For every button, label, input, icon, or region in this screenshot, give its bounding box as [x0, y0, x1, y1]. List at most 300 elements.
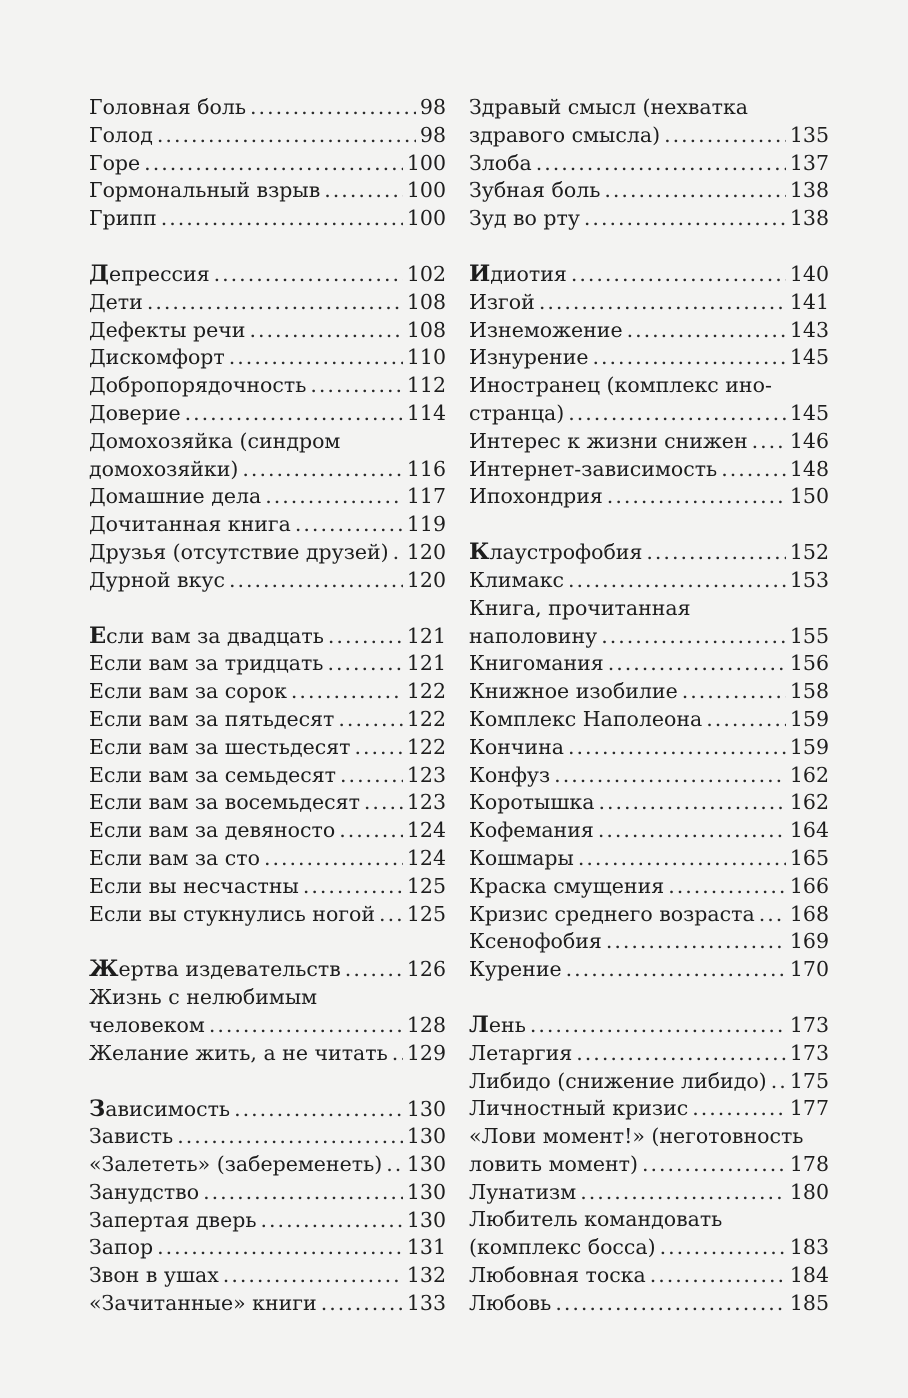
page-number: 124 — [406, 818, 446, 843]
index-entry-term: Летаргия — [469, 1040, 573, 1065]
page-number: 153 — [789, 567, 829, 592]
dot-leader — [593, 344, 786, 372]
page-number: 126 — [406, 957, 446, 982]
dot-leader — [604, 177, 785, 205]
index-entry — [469, 706, 829, 734]
page-number: 112 — [406, 373, 446, 398]
index-entry-term: Краска смущения — [469, 873, 665, 898]
index-entry — [469, 289, 829, 317]
index-entry-term: Если вам за семьдесят — [89, 762, 337, 787]
index-entry — [469, 873, 829, 901]
dot-leader — [539, 289, 786, 317]
dot-leader — [234, 1096, 403, 1124]
index-entry — [89, 150, 446, 178]
index-entry — [89, 261, 446, 289]
index-entry — [469, 177, 829, 205]
index-entry-term: Доверие — [89, 400, 181, 425]
index-entry — [89, 177, 446, 205]
index-entry — [469, 817, 829, 845]
index-entry — [469, 150, 829, 178]
section-gap — [469, 984, 829, 1012]
page-number: 125 — [406, 901, 446, 926]
index-entry — [89, 94, 446, 122]
dot-leader — [324, 177, 403, 205]
section-letter: К — [469, 539, 490, 566]
dot-leader — [321, 1290, 403, 1318]
index-entry — [89, 650, 446, 678]
page-number: 130 — [406, 1124, 446, 1149]
index-entry — [469, 94, 829, 150]
index-entry-term — [469, 1012, 526, 1040]
page-number: 148 — [789, 456, 829, 481]
index-entry-term: Если вам за тридцать — [89, 651, 324, 676]
page-number: 141 — [789, 289, 829, 314]
index-entry-term: Ксенофобия — [469, 929, 602, 954]
dot-leader — [261, 1207, 403, 1235]
index-entry — [89, 1179, 446, 1207]
index-entry — [89, 1290, 446, 1318]
page-number: 169 — [789, 929, 829, 954]
dot-leader — [364, 789, 403, 817]
index-entry-term: Либидо (снижение либидо) — [469, 1068, 767, 1093]
dot-leader — [627, 317, 786, 345]
index-entry — [469, 901, 829, 929]
section-letter: Ж — [89, 956, 119, 983]
page-number: 178 — [789, 1151, 829, 1176]
page-number: 170 — [789, 957, 829, 982]
page-number: 123 — [406, 790, 446, 815]
index-entry-term: Книжное изобилие — [469, 679, 678, 704]
index-entry-term-rest: ень — [488, 1012, 526, 1037]
index-entry — [469, 650, 829, 678]
dot-leader — [310, 372, 402, 400]
index-entry — [469, 1095, 829, 1123]
index-entry — [89, 483, 446, 511]
index-entry-term: Дочитанная книга — [89, 512, 291, 537]
index-entry — [469, 1179, 829, 1207]
page-number: 122 — [406, 679, 446, 704]
dot-leader — [386, 1151, 403, 1179]
index-entry-term: Головная боль — [89, 95, 247, 119]
index-entry-term: Кошмары — [469, 845, 574, 870]
dot-leader — [157, 1234, 403, 1262]
index-entry-term: человеком — [89, 1012, 205, 1037]
page-number: 184 — [789, 1263, 829, 1288]
index-entry-term: Запертая дверь — [89, 1207, 257, 1232]
index-entry-term: Если вам за пятьдесят — [89, 706, 335, 731]
section-gap — [89, 233, 446, 261]
page-number: 120 — [406, 567, 446, 592]
index-entry — [469, 678, 829, 706]
index-entry — [469, 1040, 829, 1068]
dot-leader — [338, 706, 402, 734]
index-column-right — [469, 94, 829, 1318]
index-entry-term: Кончина — [469, 734, 564, 759]
index-entry-term-rest: ертва издевательств — [118, 957, 341, 982]
dot-leader — [771, 1068, 786, 1096]
dot-leader — [530, 1012, 786, 1040]
index-entry-term: Дурной вкус — [89, 567, 225, 592]
dot-leader — [668, 873, 786, 901]
index-entry-term: Дискомфорт — [89, 345, 225, 370]
index-entry-text-line1: «Лови момент!» (неготовность — [469, 1124, 804, 1149]
page-number: 133 — [406, 1291, 446, 1316]
page-number: 155 — [789, 623, 829, 648]
page-number: 117 — [406, 484, 446, 509]
page-number: 124 — [406, 845, 446, 870]
index-entry — [89, 845, 446, 873]
index-entry-term-rest: епрессия — [109, 261, 210, 286]
dot-leader — [250, 94, 416, 122]
dot-leader — [203, 1179, 403, 1207]
index-entry-text-line1: Книга, прочитанная — [469, 595, 691, 620]
page-number: 125 — [406, 873, 446, 898]
index-entry — [89, 762, 446, 790]
index-entry — [89, 1096, 446, 1124]
dot-leader — [682, 678, 786, 706]
page-number: 146 — [789, 428, 829, 453]
index-entry — [469, 372, 829, 428]
index-entry-term: (комплекс босса) — [469, 1235, 656, 1260]
index-entry-term: Изгой — [469, 289, 535, 314]
index-entry-term: Любовная тоска — [469, 1263, 646, 1288]
dot-leader — [379, 901, 403, 929]
dot-leader — [721, 456, 786, 484]
dot-leader — [340, 762, 403, 790]
index-entry-text-line1: Здравый смысл (нехватка — [469, 95, 749, 119]
dot-leader — [571, 261, 786, 289]
dot-leader — [295, 511, 403, 539]
page-number: 122 — [406, 734, 446, 759]
dot-leader — [664, 122, 786, 150]
dot-leader — [177, 1123, 403, 1151]
index-entry — [89, 1151, 446, 1179]
dot-leader — [759, 901, 786, 929]
dot-leader — [646, 539, 785, 567]
index-entry — [89, 1207, 446, 1235]
index-entry-term: Зуд во рту — [469, 206, 580, 231]
page-number: 110 — [406, 345, 446, 370]
index-entry — [469, 956, 829, 984]
index-entry — [469, 734, 829, 762]
index-entry-term: Климакс — [469, 567, 565, 592]
index-entry — [89, 678, 446, 706]
index-entry-term: Комплекс Наполеона — [469, 706, 703, 731]
index-entry — [89, 400, 446, 428]
index-entry-term: странца) — [469, 400, 565, 425]
index-entry — [469, 1012, 829, 1040]
index-entry — [89, 317, 446, 345]
page-number: 164 — [789, 818, 829, 843]
index-entry-term — [469, 539, 642, 567]
index-entry-term: Злоба — [469, 150, 532, 175]
index-entry-term-rest: лаустрофобия — [489, 540, 643, 565]
dot-leader — [209, 1012, 403, 1040]
index-entry-term: Если вам за сорок — [89, 679, 287, 704]
page-number: 175 — [789, 1068, 829, 1093]
index-entry-term: Если вам за девяносто — [89, 818, 336, 843]
dot-leader — [229, 344, 403, 372]
index-entry — [89, 817, 446, 845]
index-entry-term — [89, 261, 210, 289]
page-number: 130 — [406, 1152, 446, 1177]
page-number: 121 — [406, 623, 446, 648]
index-entry — [89, 1262, 446, 1290]
page-number: 98 — [419, 95, 446, 119]
index-entry-text-line1: Иностранец (комплекс ино- — [469, 373, 772, 398]
index-entry-term: «Зачитанные» книги — [89, 1291, 317, 1316]
index-entry — [89, 901, 446, 929]
index-entry — [89, 873, 446, 901]
dot-leader — [339, 817, 403, 845]
index-entry — [469, 762, 829, 790]
page-number: 132 — [406, 1263, 446, 1288]
index-entry-term-rest: диотия — [490, 261, 567, 286]
dot-leader — [393, 539, 403, 567]
page-number: 173 — [789, 1012, 829, 1037]
index-entry-term: Если вам за сто — [89, 845, 260, 870]
page-number: 130 — [406, 1096, 446, 1121]
dot-leader — [264, 845, 403, 873]
index-entry — [89, 122, 446, 150]
index-entry-term: Кофемания — [469, 818, 594, 843]
index-entry — [89, 289, 446, 317]
index-entry — [469, 789, 829, 817]
page-number: 122 — [406, 706, 446, 731]
index-entry-term: Ипохондрия — [469, 484, 603, 509]
index-entry-term: Занудство — [89, 1179, 200, 1204]
dot-leader — [598, 789, 785, 817]
index-entry-term: Лунатизм — [469, 1179, 577, 1204]
page-number: 165 — [789, 845, 829, 870]
index-entry — [89, 1123, 446, 1151]
dot-leader — [650, 1262, 786, 1290]
dot-leader — [354, 734, 402, 762]
page-number: 119 — [406, 512, 446, 537]
index-entry — [469, 539, 829, 567]
dot-leader — [576, 1040, 786, 1068]
index-entry-term: Кризис среднего возраста — [469, 901, 755, 926]
page-number: 108 — [406, 317, 446, 342]
dot-leader — [568, 734, 786, 762]
page-number: 100 — [406, 206, 446, 231]
page-number: 150 — [789, 484, 829, 509]
index-entry-term: Грипп — [89, 206, 157, 231]
index-entry-term: Добропорядочность — [89, 373, 307, 398]
page-number: 120 — [406, 539, 446, 564]
section-letter: И — [469, 260, 491, 287]
page-number: 183 — [789, 1235, 829, 1260]
index-entry-term: Конфуз — [469, 762, 551, 787]
dot-leader — [608, 650, 786, 678]
index-entry — [469, 567, 829, 595]
index-entry-term: Голод — [89, 122, 153, 147]
page-number: 168 — [789, 901, 829, 926]
page-number: 123 — [406, 762, 446, 787]
section-gap — [89, 928, 446, 956]
page-number: 159 — [789, 706, 829, 731]
page-number: 185 — [789, 1290, 829, 1315]
index-entry — [469, 1262, 829, 1290]
dot-leader — [660, 1234, 786, 1262]
index-entry — [469, 1290, 829, 1318]
index-entry — [89, 734, 446, 762]
index-entry-term: Личностный кризис — [469, 1096, 689, 1121]
index-column-left — [89, 94, 446, 1318]
page-number: 130 — [406, 1179, 446, 1204]
index-entry — [469, 1068, 829, 1096]
section-letter: З — [89, 1095, 106, 1122]
index-entry — [89, 511, 446, 539]
page-number: 100 — [406, 178, 446, 203]
dot-leader — [392, 1040, 403, 1068]
index-entry-term: Горе — [89, 150, 141, 175]
index-entry — [469, 1206, 829, 1262]
index-entry — [469, 483, 829, 511]
index-entry-term: домохозяйки) — [89, 456, 239, 481]
page-number: 158 — [789, 679, 829, 704]
page-number: 145 — [789, 345, 829, 370]
dot-leader — [536, 150, 786, 178]
section-gap — [89, 595, 446, 623]
page-number: 129 — [406, 1040, 446, 1065]
dot-leader — [214, 261, 403, 289]
dot-leader — [578, 845, 786, 873]
dot-leader — [328, 623, 403, 651]
index-entry-term: наполовину — [469, 623, 598, 648]
dot-leader — [555, 1290, 786, 1318]
page-number: 143 — [789, 317, 829, 342]
page-number: 131 — [406, 1235, 446, 1260]
index-entry — [469, 261, 829, 289]
index-entry-term: Интерес к жизни снижен — [469, 428, 748, 453]
page-number: 100 — [406, 150, 446, 175]
index-entry-text-line1: Жизнь с нелюбимым — [89, 985, 318, 1010]
index-entry-term: Запор — [89, 1235, 154, 1260]
page-number: 128 — [406, 1012, 446, 1037]
page-number: 145 — [789, 400, 829, 425]
index-entry — [89, 984, 446, 1040]
index-entry — [89, 567, 446, 595]
index-entry-term: Гормональный взрыв — [89, 178, 321, 203]
index-entry-term: Если вы несчастны — [89, 873, 299, 898]
dot-leader — [185, 400, 403, 428]
index-entry-term: Изнеможение — [469, 317, 623, 342]
dot-leader — [303, 873, 403, 901]
dot-leader — [157, 122, 416, 150]
index-entry-term: Зависть — [89, 1124, 174, 1149]
page-number: 137 — [789, 150, 829, 175]
section-gap — [469, 233, 829, 261]
dot-leader — [144, 150, 403, 178]
index-entry-term: Любовь — [469, 1290, 552, 1315]
section-letter: Д — [89, 260, 110, 287]
index-entry — [89, 205, 446, 233]
page-number: 152 — [789, 540, 829, 565]
index-entry — [89, 789, 446, 817]
dot-leader — [147, 289, 403, 317]
dot-leader — [229, 567, 403, 595]
dot-leader — [584, 205, 786, 233]
index-entry-term: Если вам за шестьдесят — [89, 734, 351, 759]
dot-leader — [327, 650, 402, 678]
index-entry — [469, 428, 829, 456]
dot-leader — [242, 456, 402, 484]
index-entry-term: Домашние дела — [89, 484, 262, 509]
index-entry-term: «Залететь» (забеременеть) — [89, 1152, 383, 1177]
dot-leader — [568, 567, 786, 595]
index-entry — [89, 1234, 446, 1262]
dot-leader — [642, 1151, 786, 1179]
index-entry-term: Дефекты речи — [89, 317, 246, 342]
page-number: 180 — [789, 1179, 829, 1204]
index-entry-term — [89, 1096, 230, 1124]
index-entry — [89, 1040, 446, 1068]
index-entry — [89, 344, 446, 372]
section-letter: Л — [469, 1011, 489, 1038]
page-number: 138 — [789, 206, 829, 231]
index-entry — [89, 372, 446, 400]
section-gap — [469, 511, 829, 539]
dot-leader — [606, 928, 786, 956]
dot-leader — [566, 956, 786, 984]
section-letter: Е — [89, 622, 107, 649]
page-number: 121 — [406, 651, 446, 676]
page-number: 98 — [419, 122, 446, 147]
page-number: 114 — [406, 400, 446, 425]
index-entry-term: Звон в ушах — [89, 1263, 219, 1288]
index-entry — [89, 623, 446, 651]
page-number: 130 — [406, 1207, 446, 1232]
index-entry — [469, 595, 829, 651]
dot-leader — [223, 1262, 403, 1290]
index-entry — [469, 205, 829, 233]
dot-leader — [249, 317, 402, 345]
index-entry-term-rest: ависимость — [105, 1096, 231, 1121]
index-entry — [89, 956, 446, 984]
index-entry — [469, 456, 829, 484]
page-number: 162 — [789, 762, 829, 787]
dot-leader — [598, 817, 786, 845]
index-entry-term — [469, 261, 567, 289]
index-entry-text-line1: Домохозяйка (синдром — [89, 428, 341, 453]
page-number: 156 — [789, 651, 829, 676]
page-number: 162 — [789, 790, 829, 815]
index-entry-term: Курение — [469, 957, 562, 982]
dot-leader — [554, 762, 786, 790]
index-entry-term: Друзья (отсутствие друзей) — [89, 539, 389, 564]
dot-leader — [161, 205, 403, 233]
page-number: 159 — [789, 734, 829, 759]
dot-leader — [345, 956, 403, 984]
page-number: 102 — [406, 261, 446, 286]
index-entry — [469, 317, 829, 345]
dot-leader — [706, 706, 786, 734]
dot-leader — [607, 483, 786, 511]
dot-leader — [601, 623, 786, 651]
dot-leader — [580, 1179, 786, 1207]
index-entry-term: Зубная боль — [469, 178, 601, 203]
index-entry — [89, 428, 446, 484]
index-entry-text-line1: Любитель командовать — [469, 1207, 723, 1232]
dot-leader — [265, 483, 403, 511]
index-entry — [89, 706, 446, 734]
dot-leader — [752, 428, 786, 456]
index-entry — [469, 928, 829, 956]
index-entry-term: Дети — [89, 289, 143, 314]
index-entry-term: здравого смысла) — [469, 122, 661, 147]
page-number: 140 — [789, 261, 829, 286]
